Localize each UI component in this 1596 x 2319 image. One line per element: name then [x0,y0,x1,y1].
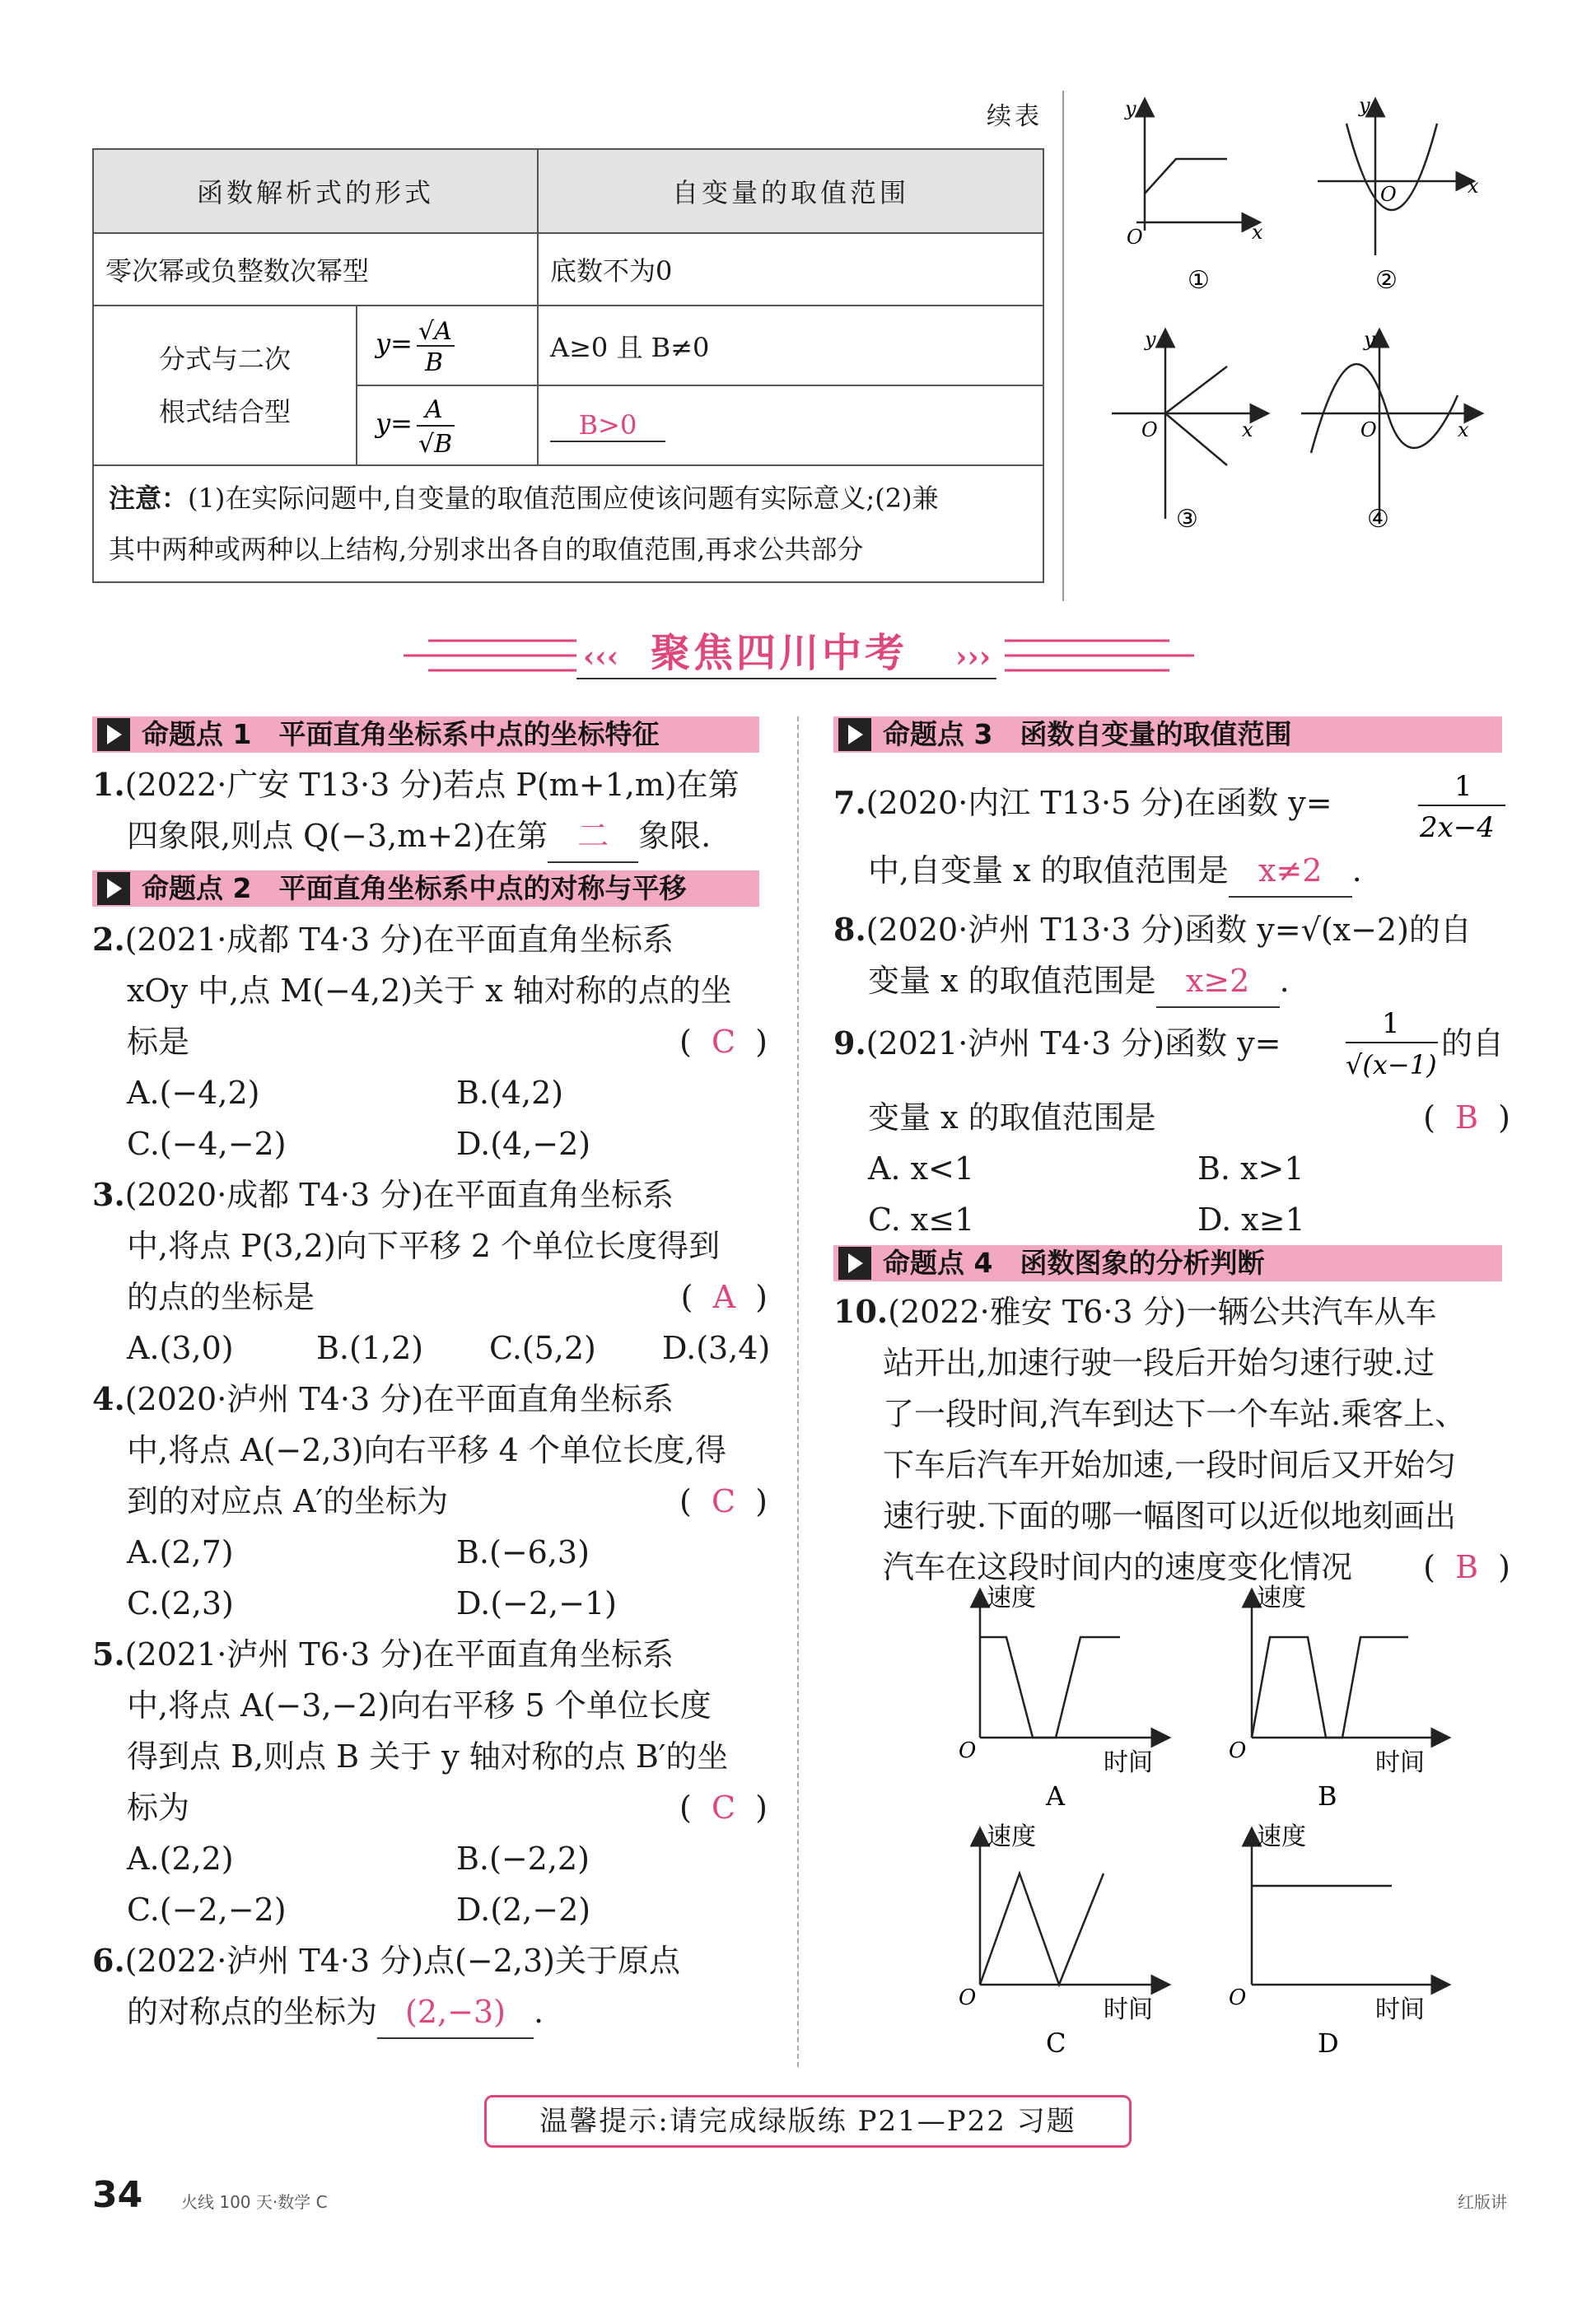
svg-text:时间: 时间 [1104,1748,1153,1777]
svg-text:速度: 速度 [1257,1584,1306,1612]
svg-text:O: O [959,1985,977,2010]
svg-text:O: O [1229,1985,1247,2010]
svg-text:A: A [425,394,443,424]
svg-text:O: O [959,1738,977,1763]
graph-A [980,1598,1161,1738]
graph-C [980,1836,1161,1985]
graph-1 [1136,107,1252,231]
question-3: 3.(2020·成都 T4·3 分)在平面直角坐标系 中,将点 P(3,2)向下平移 2 个单位长度得到 的点的坐标是 ( A ) A.(3,0) B.(1,2) C.(5,2) D.(3,4) [92,1176,771,1366]
svg-text:1: 1 [1454,770,1472,803]
answer-q10: B [1455,1549,1479,1585]
svg-text:y: y [1125,97,1136,120]
svg-text:x: x [1242,418,1253,441]
graph-label-A: A [1046,1780,1066,1812]
svg-text:B: B [425,348,444,376]
svg-text:O: O [1229,1738,1247,1763]
svg-text:速度: 速度 [987,1822,1036,1851]
graph-3 [1112,338,1260,519]
graph-label-B: B [1318,1780,1337,1812]
svg-text:速度: 速度 [1257,1822,1306,1851]
svg-text:O: O [1380,183,1397,206]
speed-time-graphs [947,1581,1474,2059]
graph-label-C: C [1046,2027,1066,2059]
table-cell-formula-b [357,385,538,465]
table-cell-row2-form: 分式与二次 根式结合型 [93,306,357,465]
table-header-form: 函数解析式的形式 [93,149,538,233]
answer-q9: B [1455,1099,1479,1136]
graph-label-D: D [1318,2027,1339,2059]
svg-text:时间: 时间 [1375,1995,1425,2024]
graph-2 [1318,107,1466,255]
table-cell-row1-form: 零次幂或负整数次幂型 [93,233,538,306]
answer-q7: x≠2 [1229,845,1352,898]
question-9-body: 变量 x 的取值范围是 ( B ) A. x<1 B. x>1 C. x≤1 D. x≥1 [868,1099,1510,1238]
question-10: 10.(2022·雅安 T6·3 分)一辆公共汽车从车 站开出,加速行驶一段后开始匀速行驶.过 了一段时间,汽车到达下一个车站.乘客上、 下车后汽车开始加速,一段时间后又开始匀 速行驶.下面的哪一幅图可以近似地刻画出 汽车在这段时间内的速度变化情况 ( B ) [833,1293,1510,1585]
question-5: 5.(2021·泸州 T6·3 分)在平面直角坐标系 中,将点 A(−3,−2)向右平移 5 个单位长度 得到点 B,则点 B 关于 y 轴对称的点 B′的坐 标为 ( C ) A.(2,2) B.(−2,2) C.(−2,−2) D.(2,−2) [92,1635,768,1928]
svg-text:速度: 速度 [987,1584,1036,1612]
svg-text:x: x [1458,418,1469,441]
question-2: 2.(2021·成都 T4·3 分)在平面直角坐标系 xOy 中,点 M(−4,2)关于 x 轴对称的点的坐 标是 ( C ) A.(−4,2) B.(4,2) C.(−4,−2) D.(4,−2) [92,921,768,1162]
footer-book: 火线 100 天·数学 C [181,2192,328,2212]
graph-B [1252,1598,1441,1738]
question-9-tail: 的自 [1441,1025,1505,1062]
formula-sqrtA-over-B [369,310,492,376]
table-cell-row1-range: 底数不为0 [538,233,1043,306]
answer-b-gt-0: B>0 [550,409,665,442]
tip-box: 温馨提示:请完成绿版练 P21—P22 习题 [484,2095,1132,2148]
banner-title: 聚焦四川中考 [651,630,908,676]
svg-text:‹‹‹: ‹‹‹ [583,640,619,674]
fraction-q7 [1415,764,1514,847]
section-header-3: 命题点 3 函数自变量的取值范围 [833,716,1502,753]
svg-text:√(x−1): √(x−1) [1346,1049,1437,1080]
answer-q3: A [712,1279,736,1315]
function-graphs-1-4 [1095,91,1524,552]
svg-text:时间: 时间 [1104,1995,1153,2024]
answer-q8: x≥2 [1156,955,1280,1008]
table-note: 注意：(1)在实际问题中,自变量的取值范围应使该问题有实际意义;(2)兼 其中两种或两种以上结构,分别求出各自的取值范围,再求公共部分 [93,465,1043,582]
svg-text:y=: y= [376,327,413,359]
section-header-4: 命题点 4 函数图象的分析判断 [833,1245,1502,1281]
svg-text:y: y [1364,328,1375,351]
graph-4 [1301,338,1474,519]
svg-text:x: x [1468,175,1479,198]
answer-q4: C [711,1483,736,1519]
question-7-line2: 中,自变量 x 的取值范围是 x≠2 . [868,845,1362,898]
svg-text:O: O [1127,226,1143,249]
graph-label-4: ④ [1367,505,1389,534]
question-1: 1.(2022·广安 T13·3 分)若点 P(m+1,m)在第 四象限,则点 Q(−3,m+2)在第 二 象限. [92,759,740,863]
section-header-2: 命题点 2 平面直角坐标系中点的对称与平移 [92,870,759,907]
graph-label-2: ② [1375,266,1398,295]
svg-text:2x−4: 2x−4 [1420,811,1495,844]
table-cell-row2a-range: A≥0 且 B≠0 [538,306,1043,385]
question-8: 8.(2020·泸州 T13·3 分)函数 y=√(x−2)的自 变量 x 的取值范围是 x≥2 . [833,904,1472,1008]
svg-text:O: O [1360,418,1377,441]
table-cell-formula-a [357,306,538,385]
table-cell-row2b-range [538,385,1043,465]
question-6: 6.(2022·泸州 T4·3 分)点(−2,3)关于原点 的对称点的坐标为 (2,−3) . [92,1935,680,2039]
graph-D [1252,1836,1441,1985]
continued-label: 续表 [987,102,1043,131]
svg-text:√A: √A [418,316,452,346]
column-divider-top [1062,91,1064,601]
table-header-range: 自变量的取值范围 [538,149,1043,233]
question-4: 4.(2020·泸州 T4·3 分)在平面直角坐标系 中,将点 A(−2,3)向右平移 4 个单位长度,得 到的对应点 A′的坐标为 ( C ) A.(2,7) B.(−6,3) C.(2,3) D.(−2,−1) [92,1380,768,1621]
answer-q2: C [711,1024,736,1060]
reference-table [92,148,1044,583]
graph-label-1: ① [1188,266,1210,295]
svg-text:1: 1 [1382,1007,1400,1040]
formula-A-over-sqrtB [369,388,492,457]
section-header-1: 命题点 1 平面直角坐标系中点的坐标特征 [92,716,759,753]
fraction-q9 [1342,1001,1441,1084]
page-number: 34 [92,2174,143,2216]
svg-text:y: y [1145,328,1156,351]
svg-text:y: y [1359,94,1370,117]
answer-q1: 二 [548,810,638,863]
column-divider [797,716,800,2067]
answer-q5: C [711,1789,736,1826]
answer-q6: (2,−3) [377,1986,534,2039]
question-7: 7.(2020·内江 T13·5 分)在函数 y= [833,784,1332,821]
graph-label-3: ③ [1176,505,1198,534]
svg-text:›››: ››› [955,640,992,674]
svg-text:时间: 时间 [1375,1748,1425,1777]
footer-right: 红版讲 [1458,2192,1507,2212]
svg-text:O: O [1141,418,1158,441]
question-9: 9.(2021·泸州 T4·3 分)函数 y= [833,1024,1281,1062]
svg-text:x: x [1252,221,1263,244]
svg-text:√B: √B [418,429,453,457]
svg-text:y=: y= [376,407,413,439]
